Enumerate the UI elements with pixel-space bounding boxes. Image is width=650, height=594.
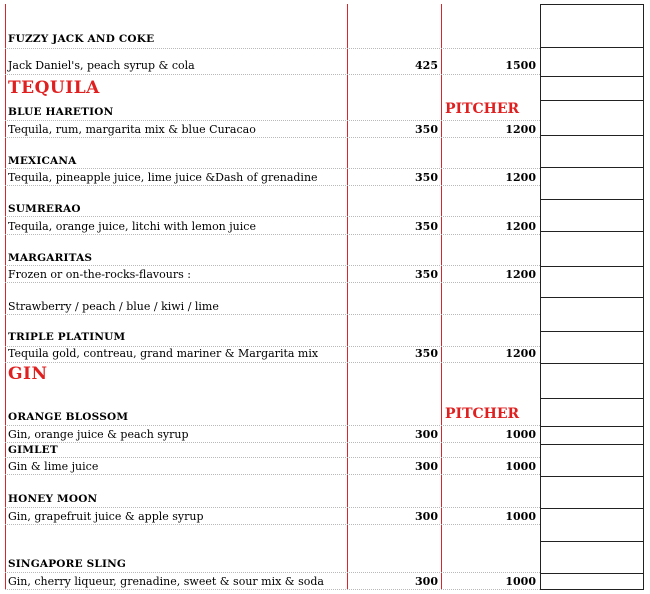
column-rule — [5, 4, 6, 590]
pitcher-price: 1200 — [505, 171, 536, 184]
glass-price: 350 — [415, 347, 438, 360]
side-cell — [540, 364, 644, 399]
glass-price: 300 — [415, 575, 438, 588]
drink-name: HONEY MOON — [8, 493, 98, 505]
side-cell — [540, 542, 644, 574]
glass-price: 350 — [415, 220, 438, 233]
drink-name: ORANGE BLOSSOM — [8, 411, 129, 423]
drink-name: BLUE HARETION — [8, 106, 114, 118]
side-cell — [540, 77, 644, 101]
row-divider — [5, 589, 540, 590]
drink-description: Gin, orange juice & peach syrup — [8, 428, 189, 441]
section-title-gin: GIN — [8, 364, 48, 384]
drink-name: MARGARITAS — [8, 252, 93, 264]
drink-flavours: Strawberry / peach / blue / kiwi / lime — [8, 300, 219, 313]
row-divider — [5, 524, 540, 525]
row-divider — [5, 507, 540, 508]
row-divider — [5, 120, 540, 121]
row-divider — [5, 457, 540, 458]
glass-price: 300 — [415, 428, 438, 441]
glass-price: 300 — [415, 510, 438, 523]
pitcher-price: 1200 — [505, 220, 536, 233]
side-cell — [540, 168, 644, 200]
section-title-tequila: TEQUILA — [8, 78, 100, 98]
drink-name: MEXICANA — [8, 155, 77, 167]
side-cell — [540, 48, 644, 77]
row-divider — [5, 314, 540, 315]
row-divider — [5, 425, 540, 426]
drink-description: Tequila, orange juice, litchi with lemon juice — [8, 220, 256, 233]
side-cell — [540, 427, 644, 445]
drink-name: GIMLET — [8, 444, 58, 456]
side-cell — [540, 267, 644, 298]
drink-name: FUZZY JACK AND COKE — [8, 33, 155, 45]
glass-price: 350 — [415, 268, 438, 281]
pitcher-price: 1000 — [505, 510, 536, 523]
glass-price: 350 — [415, 171, 438, 184]
pitcher-column-label: PITCHER — [445, 101, 520, 117]
side-cell — [540, 298, 644, 332]
side-cell — [540, 4, 644, 48]
row-divider — [5, 572, 540, 573]
side-cell — [540, 574, 644, 590]
side-cell — [540, 509, 644, 542]
drink-description: Gin, grapefruit juice & apple syrup — [8, 510, 204, 523]
row-divider — [5, 282, 540, 283]
column-rule — [441, 4, 442, 590]
drink-name: SUMRERAO — [8, 203, 81, 215]
pitcher-price: 1000 — [505, 575, 536, 588]
glass-price: 300 — [415, 460, 438, 473]
row-divider — [5, 265, 540, 266]
drink-name: TRIPLE PLATINUM — [8, 331, 126, 343]
row-divider — [5, 216, 540, 217]
side-cell — [540, 101, 644, 136]
pitcher-price: 1200 — [505, 347, 536, 360]
drink-description: Tequila, rum, margarita mix & blue Curacao — [8, 123, 256, 136]
drink-description: Tequila, pineapple juice, lime juice &Dash of grenadine — [8, 171, 318, 184]
row-divider — [5, 74, 540, 75]
row-divider — [5, 362, 540, 363]
side-cell — [540, 399, 644, 427]
drink-description: Jack Daniel's, peach syrup & cola — [8, 59, 195, 72]
row-divider — [5, 185, 540, 186]
row-divider — [5, 442, 540, 443]
row-divider — [5, 234, 540, 235]
glass-price: 425 — [415, 59, 438, 72]
column-rule — [347, 4, 348, 590]
pitcher-column-label: PITCHER — [445, 406, 520, 422]
row-divider — [5, 137, 540, 138]
side-cell — [540, 445, 644, 477]
side-cell — [540, 200, 644, 232]
side-cell — [540, 477, 644, 509]
row-divider — [5, 48, 540, 49]
row-divider — [5, 474, 540, 475]
side-cell — [540, 136, 644, 168]
row-divider — [5, 168, 540, 169]
pitcher-price: 1500 — [505, 59, 536, 72]
pitcher-price: 1000 — [505, 460, 536, 473]
pitcher-price: 1200 — [505, 123, 536, 136]
drink-description: Tequila gold, contreau, grand mariner & Margarita mix — [8, 347, 319, 360]
drink-description: Frozen or on-the-rocks-flavours : — [8, 268, 191, 281]
pitcher-price: 1000 — [505, 428, 536, 441]
drink-description: Gin, cherry liqueur, grenadine, sweet & sour mix & soda — [8, 575, 324, 588]
side-cell — [540, 332, 644, 364]
pitcher-price: 1200 — [505, 268, 536, 281]
glass-price: 350 — [415, 123, 438, 136]
drink-description: Gin & lime juice — [8, 460, 99, 473]
side-cell — [540, 232, 644, 267]
drink-name: SINGAPORE SLING — [8, 558, 127, 570]
